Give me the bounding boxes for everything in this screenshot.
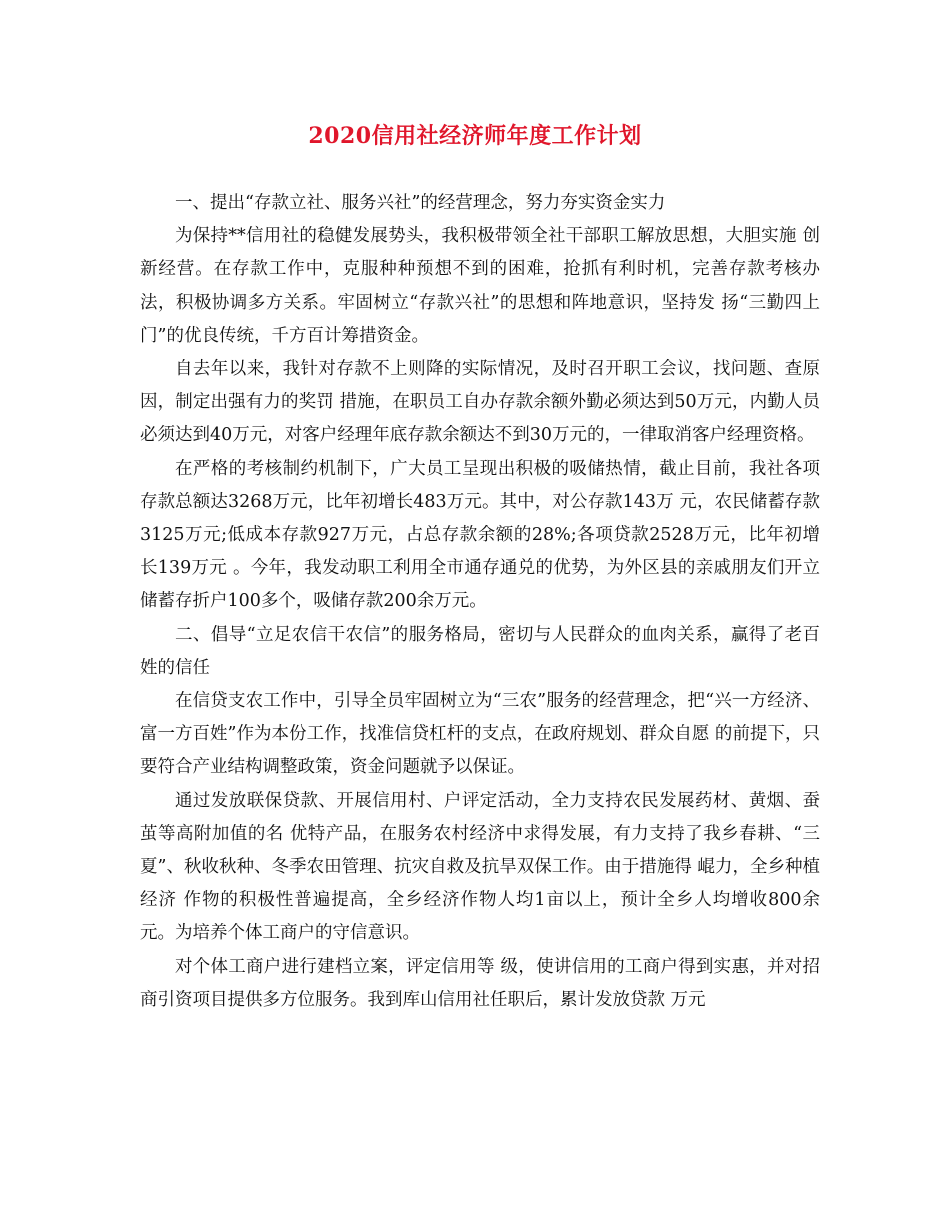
- paragraph-1: 一、提出“存款立社、服务兴社”的经营理念，努力夯实资金实力: [175, 193, 666, 213]
- paragraph-3: 自去年以来，我针对存款不上则降的实际情况，及时召开职工会议，找问题、查原因，制定出强有力的奖罚 措施，在职员工自办存款余额外勤必须达到50万元，内勤人员必须达到40万元，对客户经理年底存款余额达不到30万元的，一律取消客户经理资格。: [140, 359, 820, 446]
- paragraph-4: 在严格的考核制约机制下，广大员工呈现出积极的吸储热情，截止目前，我社各项存款总额达3268万元，比年初增长483万元。其中，对公存款143万 元，农民储蓄存款3125万元;低成本存款927万元，占总存款余额的28%;各项贷款2528万元，比年初增长139万元 。今年，我发动职工利用全市通存通兑的优势，为外区县的亲戚朋友们开立储蓄存折户100多个，吸储存款200余万元。: [140, 458, 820, 612]
- document-title: 2020信用社经济师年度工作计划: [308, 123, 642, 149]
- document-body: [140, 187, 820, 1017]
- paragraph-6: 在信贷支农工作中，引导全员牢固树立为“三农”服务的经营理念，把“兴一方经济、富一方百姓”作为本份工作，找准信贷杠杆的支点，在政府规划、群众自愿 的前提下，只要符合产业结构调整政策，资金问题就予以保证。: [140, 691, 820, 778]
- paragraph-5: 二、倡导“立足农信干农信”的服务格局，密切与人民群众的血肉关系，赢得了老百姓的信任: [140, 624, 820, 678]
- paragraph-2: 为保持**信用社的稳健发展势头，我积极带领全社干部职工解放思想，大胆实施 创新经营。在存款工作中，克服种种预想不到的困难，抢抓有利时机，完善存款考核办法，积极协调多方关系。牢固树立“存款兴社”的思想和阵地意识，坚持发 扬“三勤四上门”的优良传统，千方百计筹措资金。: [140, 226, 820, 346]
- paragraph-7: 通过发放联保贷款、开展信用村、户评定活动，全力支持农民发展药材、黄烟、蚕茧等高附加值的名 优特产品，在服务农村经济中求得发展，有力支持了我乡春耕、“三夏”、秋收秋种、冬季农田管理、抗灾自救及抗旱双保工作。由于措施得 崐力，全乡种植经济 作物的积极性普遍提高，全乡经济作物人均1亩以上，预计全乡人均增收800余元。为培养个体工商户的守信意识。: [140, 790, 820, 944]
- paragraph-8: 对个体工商户进行建档立案，评定信用等 级，使讲信用的工商户得到实惠，并对招商引资项目提供多方位服务。我到库山信用社任职后，累计发放贷款 万元: [140, 956, 820, 1010]
